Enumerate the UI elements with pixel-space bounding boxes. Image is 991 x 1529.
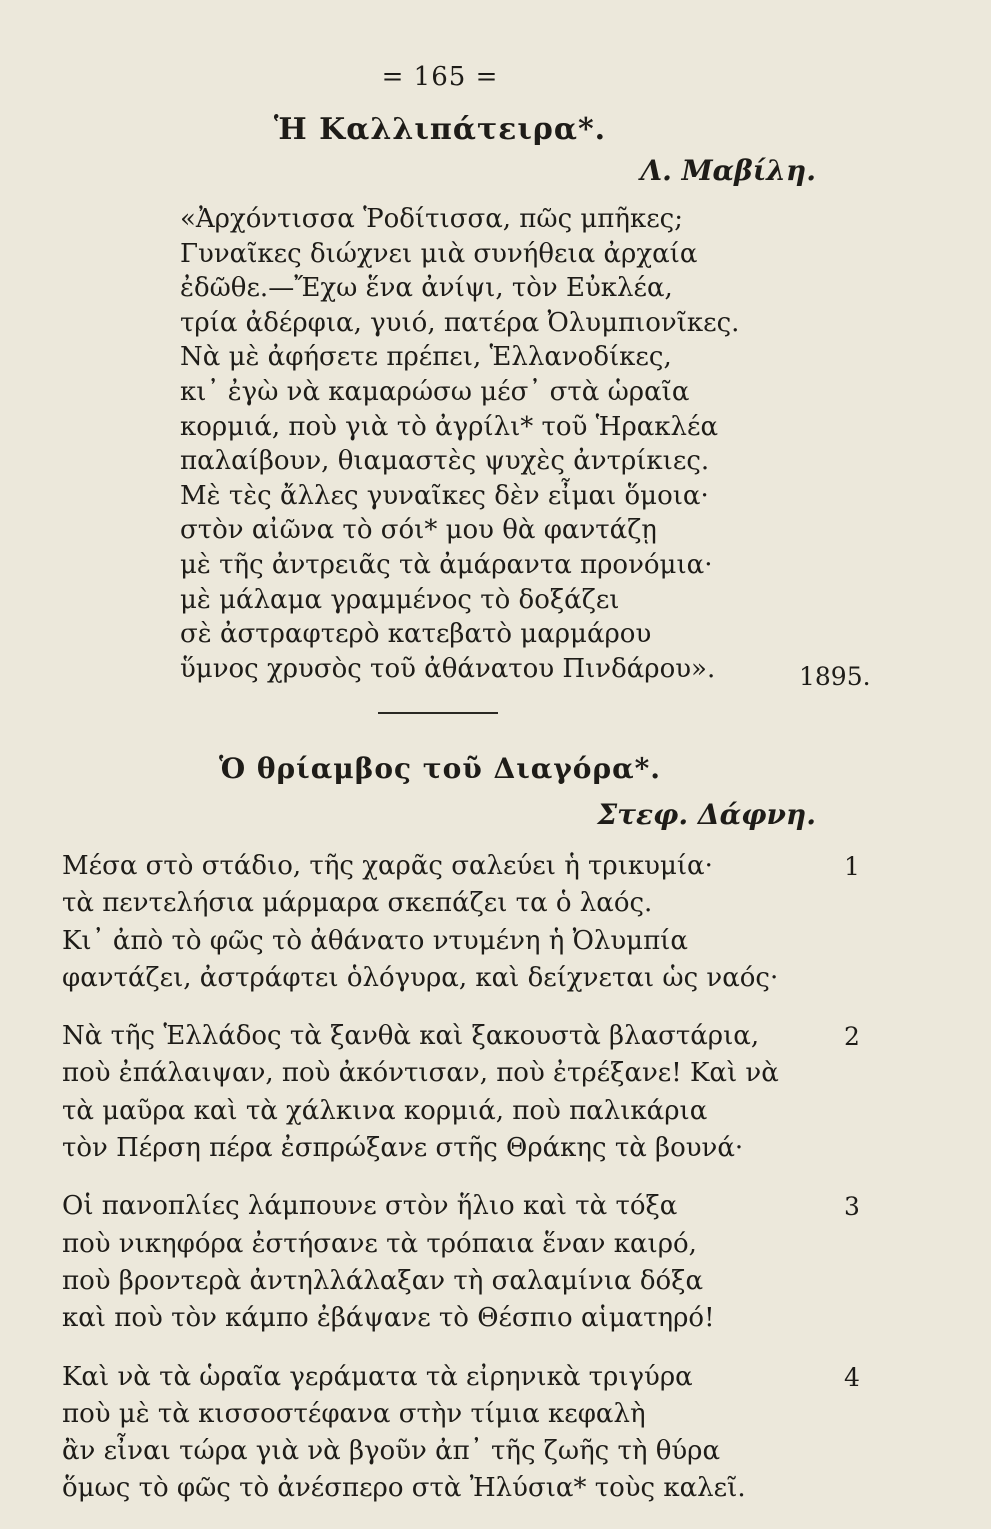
poem2-title: Ὁ θρίαμβος τοῦ Διαγόρα*. [218,752,662,785]
stanza-number: 1 [844,852,860,881]
poem-line: ὕμνος χρυσὸς τοῦ ἀθάνατου Πινδάρου». [180,653,716,684]
stanza-number: 3 [844,1192,860,1222]
stanza-3 [62,1188,882,1337]
poem-line: κι᾿ ἐγὼ νὰ καμαρώσω μέσ᾿ στὰ ὡραῖα [180,376,690,407]
poem-line: μὲ τῆς ἀντρειᾶς τὰ ἀμάραντα προνόμια· [180,549,713,580]
poem-line: Καὶ νὰ τὰ ὡραῖα γεράματα τὰ εἰρηνικὰ τριγύρα [62,1361,693,1392]
poem2-author: Στεφ. Δάφνη. [597,798,816,831]
poem-line: ὅμως τὸ φῶς τὸ ἀνέσπερο στὰ Ἠλύσια* τοὺς καλεῖ. [62,1473,746,1504]
poem-line: μὲ μάλαμα γραμμένος τὸ δοξάζει [180,584,620,615]
poem-line: Νὰ μὲ ἀφήσετε πρέπει, Ἑλλανοδίκες, [180,342,672,373]
poem-line: Οἱ πανοπλίες λάμπουνε στὸν ἥλιο καὶ τὰ τόξα [62,1191,678,1222]
page-number: = 165 = [381,62,499,92]
poem-line: παλαίβουν, θιαμαστὲς ψυχὲς ἀντρίκιες. [180,446,710,477]
stanza-2 [62,1018,882,1167]
poem-line: ποὺ ἐπάλαιψαν, ποὺ ἀκόντισαν, ποὺ ἐτρέξανε! Καὶ νὰ [62,1058,779,1089]
poem-line: ποὺ βροντερὰ ἀντηλλάλαξαν τὴ σαλαμίνια δόξα [62,1265,704,1296]
poem-line: τρία ἀδέρφια, γυιό, πατέρα Ὀλυμπιονῖκες. [180,307,740,338]
poem1-author: Λ. Μαβίλη. [640,154,816,187]
stanza-number: 4 [844,1362,860,1392]
poem-line: τὰ πεντελήσια μάρμαρα σκεπάζει τα ὁ λαός. [62,888,653,919]
poem-line: στὸν αἰῶνα τὸ σόι* μου θὰ φαντάζῃ [180,515,657,546]
poem-line: τὰ μαῦρα καὶ τὰ χάλκινα κορμιά, ποὺ παλικάρια [62,1095,708,1126]
poem-line: καὶ ποὺ τὸν κάμπο ἐβάψανε τὸ Θέσπιο αἱματηρό! [62,1303,715,1334]
poem1-body [180,202,800,686]
poem-line: ἂν εἶναι τώρα γιὰ νὰ βγοῦν ἀπ᾿ τῆς ζωῆς τὴ θύρα [62,1436,721,1467]
poem-line: ἐδῶθε.—Ἔχω ἕνα ἀνίψι, τὸν Εὐκλέα, [180,273,673,304]
poem-line: φαντάζει, ἀστράφτει ὁλόγυρα, καὶ δείχνεται ὡς ναός· [62,962,779,993]
poem1-title: Ἡ Καλλιπάτειρα*. [273,112,607,147]
poem-line: Νὰ τῆς Ἑλλάδος τὰ ξανθὰ καὶ ξακουστὰ βλαστάρια, [62,1021,760,1052]
poem-line: κορμιά, ποὺ γιὰ τὸ ἀγρίλι* τοῦ Ἡρακλέα [180,411,719,442]
poem-line: ποὺ μὲ τὰ κισσοστέφανα στὴν τίμια κεφαλὴ [62,1398,646,1429]
stanza-1 [62,848,882,997]
poem2-body [62,848,882,1529]
poem-line: Κι᾿ ἀπὸ τὸ φῶς τὸ ἀθάνατο ντυμένη ἡ Ὀλυμπία [62,925,688,956]
poem-line: Μέσα στὸ στάδιο, τῆς χαρᾶς σαλεύει ἡ τρικυμία· [62,851,713,881]
poem-line: Γυναῖκες διώχνει μιὰ συνήθεια ἀρχαία [180,238,698,269]
section-divider [378,712,498,714]
stanza-number: 2 [844,1022,860,1052]
stanza-4 [62,1359,882,1508]
poem-line: σὲ ἀστραφτερὸ κατεβατὸ μαρμάρου [180,619,652,650]
poem1-year: 1895. [799,662,871,691]
poem-line: τὸν Πέρση πέρα ἐσπρώξανε στῆς Θράκης τὰ βουνά· [62,1133,744,1164]
poem-line: Μὲ τὲς ἄλλες γυναῖκες δὲν εἶμαι ὅμοια· [180,480,709,511]
poem-line: ποὺ νικηφόρα ἐστήσανε τὰ τρόπαια ἕναν καιρό, [62,1228,697,1259]
poem-line: «Ἀρχόντισσα Ῥοδίτισσα, πῶς μπῆκες; [180,204,684,234]
